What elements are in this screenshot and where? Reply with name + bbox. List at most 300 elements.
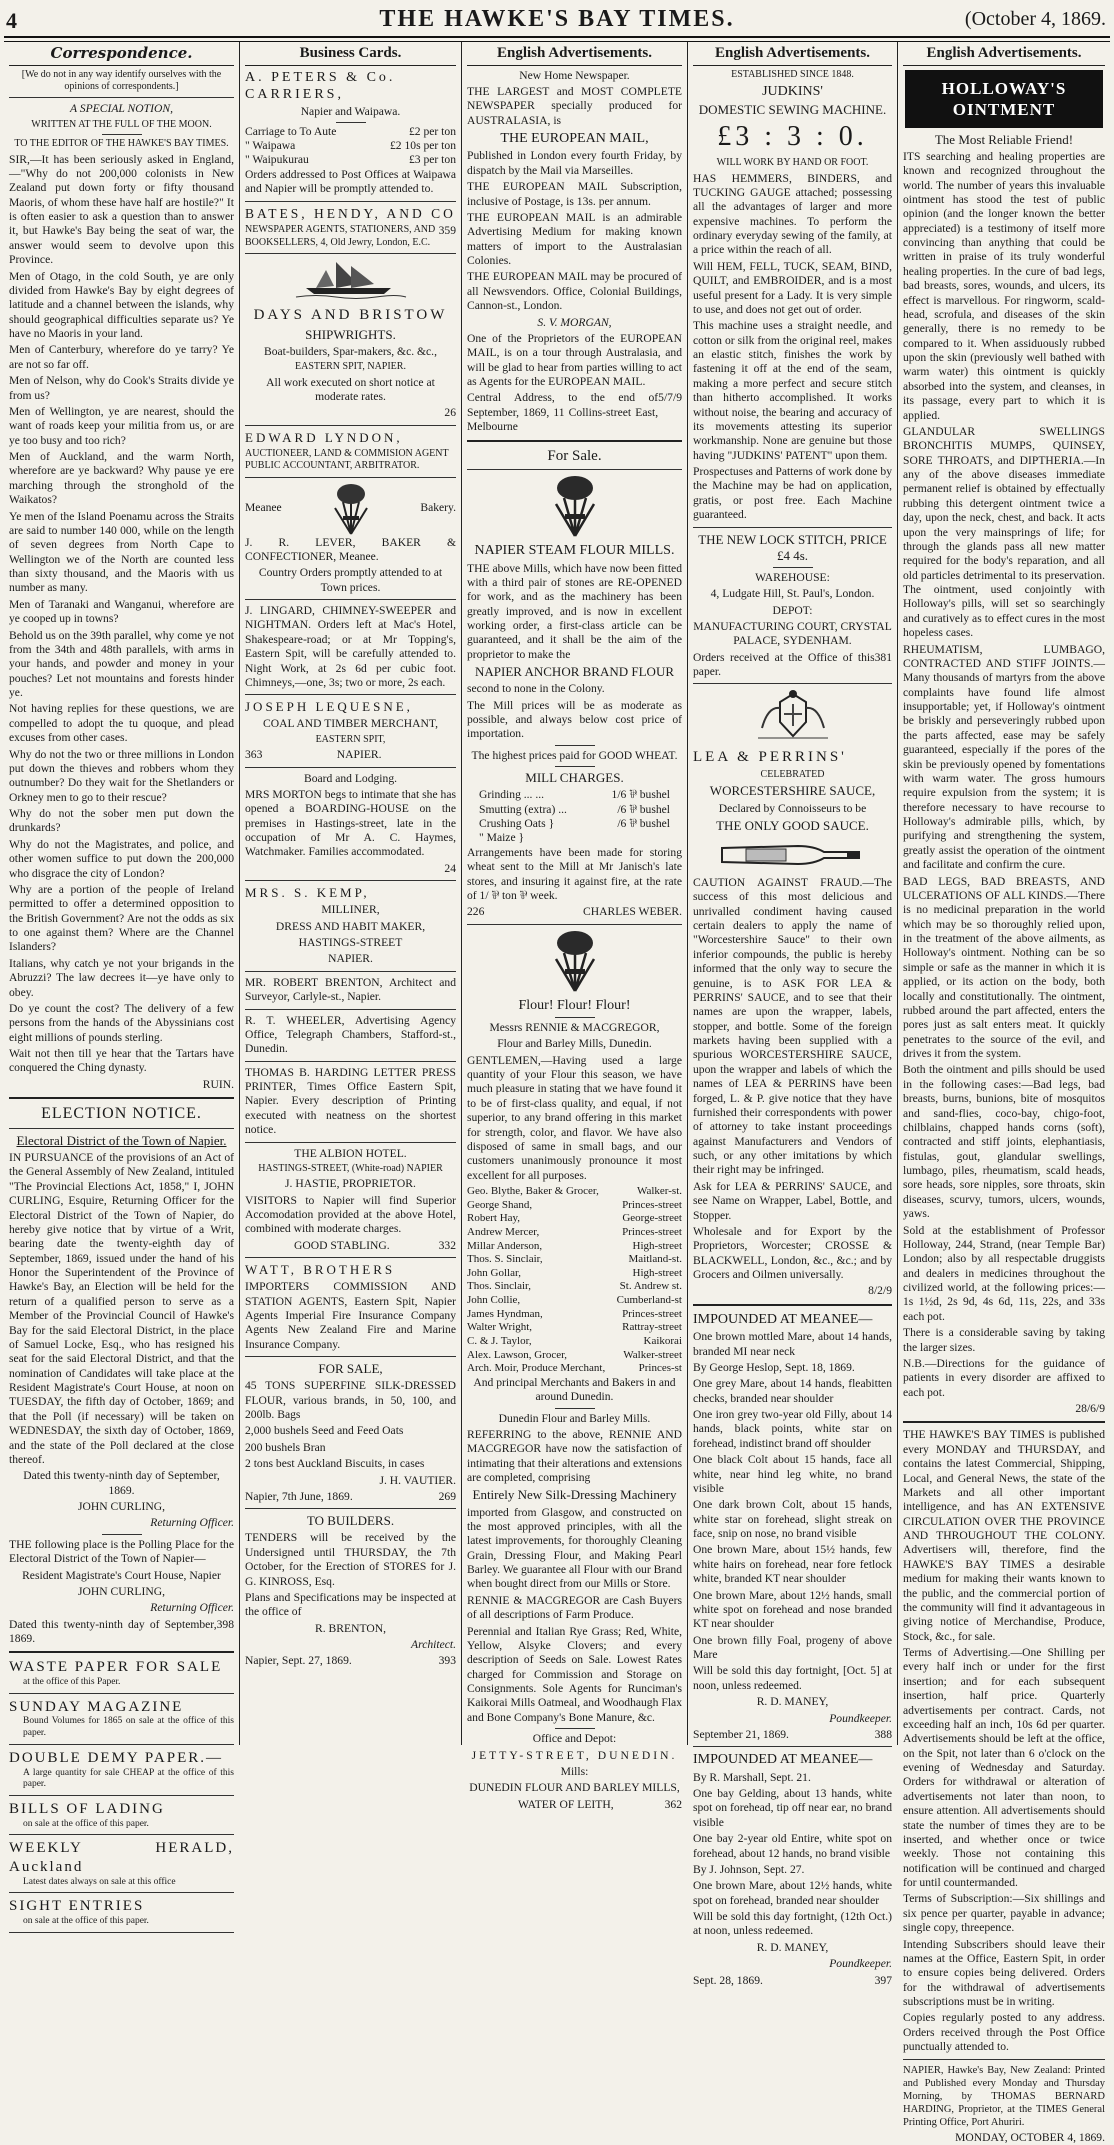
small-ad-sub: Latest dates always on sale at this office <box>23 1876 176 1887</box>
kemp-line: NAPIER. <box>328 952 373 966</box>
signer-row <box>467 1349 682 1363</box>
column-correspondence <box>4 42 240 1926</box>
mills-addr: WATER OF LEITH, <box>517 1797 614 1811</box>
signer-name: John Collie, <box>467 1294 521 1307</box>
election-title: ELECTION NOTICE. <box>41 1105 202 1123</box>
ad-number: 381 <box>874 650 892 664</box>
charge-price: 1/6 ⅌ bushel <box>611 788 670 802</box>
letter-paragraph: Ye men of the Island Poenamu across the Straits are said to number 140 000, while on the length of seven degrees from North Cape to Wellington we of the North are counted less than sixty thousand, and the Maoris with us number as many. <box>9 509 234 595</box>
small-ad-sub: on sale at the office of this paper. <box>23 1818 149 1829</box>
signer-name: George Shand, <box>467 1198 533 1211</box>
small-ad <box>9 1839 234 1888</box>
wheat-note: The highest prices paid for GOOD WHEAT. <box>471 748 678 762</box>
mills-name: DUNEDIN FLOUR AND BARLEY MILLS, <box>469 1781 680 1795</box>
holloway-paragraph: RHEUMATISM, LUMBAGO, CONTRACTED AND STIFF JOINTS.—Many thousands of martyrs from the above complaints have found life almost insupportable; yet, if Holloway's ointment be briskly and perseveringly rubbed upon the parts affected, ease may be safely guaranteed, especially if the pores of the skin be previously opened by fomentations with warm water. The gross humours require expulsion from the system; it is therefore necessary to have recourse to Holloway's admirable pills, which, by purifying and strengthening the system, greatly assist the operation of the ointment and facilitate and confirm the cure. <box>903 642 1105 872</box>
election-officer-2: JOHN CURLING, <box>78 1584 165 1598</box>
letter-paragraph: Do ye count the cost? The delivery of a few persons from the hands of the Abyssinians cost eight millions of pounds sterling. <box>9 1001 234 1044</box>
small-ad-sub: at the office of this Paper. <box>23 1677 121 1688</box>
letter-paragraph: Men of Nelson, why do Cook's Straits divide ye from us? <box>9 374 234 402</box>
holloway-body <box>903 150 1105 1324</box>
small-ad-title: WEEKLY HERALD, Auckland <box>9 1840 234 1876</box>
small-ad-sub: on sale at the office of this paper. <box>23 1915 149 1926</box>
board-title: Board and Lodging. <box>303 771 398 785</box>
days-body: Boat-builders, Spar-makers, &c. &c., <box>264 344 437 358</box>
wheatsheaf-icon <box>321 482 381 536</box>
signer-street: High-street <box>632 1266 682 1279</box>
judkins-name: JUDKINS' <box>762 83 823 99</box>
letter-paragraph: Men of Taranaki and Wanganui, wherefore are ye cooped up in towns? <box>9 597 234 626</box>
declared: Declared by Connoisseurs to be <box>718 801 867 815</box>
election-officer-title-2: Returning Officer. <box>150 1601 234 1615</box>
signer-street: Walker-st. <box>636 1185 682 1198</box>
rate-price: £2 10s per ton <box>389 139 456 153</box>
charge-row <box>467 788 682 802</box>
column-heading: English Advertisements. <box>693 42 892 66</box>
impound-item: One brown mottled Mare, about 14 hands, branded MI near neck <box>693 1330 892 1358</box>
column-heading: English Advertisements. <box>903 42 1105 66</box>
arrangements: Arrangements have been made for storing wheat sent to the Mill at Mr Janisch's late stores, and insuring it against fire, at the rate of 1/ ⅌ ton ⅌ week. <box>467 845 682 902</box>
ad-number: 28/6/9 <box>1075 1402 1105 1416</box>
impound-title: IMPOUNDED AT MEANEE— <box>693 1311 873 1327</box>
column-english-ads-3 <box>898 42 1110 2144</box>
saving: There is a considerable saving by taking the larger sizes. <box>903 1326 1105 1354</box>
machine-name: DOMESTIC SEWING MACHINE. <box>698 102 887 118</box>
letter-paragraph: Why do not the two or three millions in London put down the thieves and robbers whom they outnumber? Do they wait for the Shetlanders or Orkney men to go to their rescue? <box>9 747 234 804</box>
signer-row <box>467 1212 682 1226</box>
election-dated: Dated this twenty-ninth day of September, 1869. <box>23 1469 220 1497</box>
small-ad-title: SUNDAY MAGAZINE <box>9 1698 184 1715</box>
lequesne-sub: COAL AND TIMBER MERCHANT, <box>263 717 438 731</box>
masthead <box>0 0 1114 40</box>
lockstitch: THE NEW LOCK STITCH, PRICE £4 4s. <box>698 531 887 563</box>
small-ad-title: SIGHT ENTRIES <box>9 1898 145 1915</box>
signer-street: St. Andrew st. <box>619 1280 682 1293</box>
bates-title: BATES, HENDY, AND CO <box>245 205 456 221</box>
signer-street: Walker-street <box>623 1348 682 1361</box>
letter-paragraph: Why do not the sober men put down the drunkards? <box>9 807 234 835</box>
charge-item: Smutting (extra) ... <box>479 802 567 816</box>
friend: The Most Reliable Friend! <box>934 131 1074 147</box>
small-ad <box>9 1658 234 1688</box>
rate-price: £2 per ton <box>408 124 456 138</box>
builders-body-2: Plans and Specifications may be inspected at the office of <box>245 1590 456 1619</box>
albion-body: VISITORS to Napier will find Superior Accomodation provided at the above Hotel, combined with moderate charges. <box>245 1193 456 1236</box>
builders-title: TO BUILDERS. <box>306 1513 395 1529</box>
anchor-brand: NAPIER ANCHOR BRAND FLOUR <box>475 664 674 680</box>
small-ads <box>9 1658 234 1932</box>
impound-item: One brown Mare, about 15½ hands, few white hairs on forehead, near fore fetlock white, branded KT near shoulder <box>693 1543 892 1586</box>
signer-name: Alex. Lawson, Grocer, <box>467 1348 568 1361</box>
mail-body <box>467 149 682 313</box>
signer-name: Walter Wright, <box>467 1321 533 1334</box>
peters-title: A. PETERS & Co. CARRIERS, <box>245 69 396 102</box>
letter-paragraph: Behold us on the 39th parallel, why come ye not from the 34th and 48th parallels, with arms in your hands, and powder and money in your pouches? Let not mountains and forests hinder ye. <box>9 628 234 700</box>
signer-row <box>467 1280 682 1294</box>
signer-row <box>467 1294 682 1308</box>
signer-street: Rattray-street <box>622 1321 682 1334</box>
ad-number: 362 <box>664 1797 682 1811</box>
forsale-item: 2,000 bushels Seed and Feed Oats <box>245 1424 404 1438</box>
builders-date: Napier, Sept. 27, 1869. <box>245 1654 352 1668</box>
election-body: IN PURSUANCE of the provisions of an Act of the General Assembly of New Zealand, intituled "The Provincial Elections Act, 1858," I, JOHN CURLING, Esquire, Returning Officer for the Electoral District of the Town of Napier, do hereby give notice that by virtue of a Writ, bearing date the twenty-eighth day of September, 1869, issued under the hand of his Honor the Superintendent of the Province of Hawke's Bay, an Election will be held for the return of a qualified person to serve as a Member of the Provincial Council of Hawke's Bay for the said Electoral District, in the place of Samuel Locke, Esq., who has resigned his seat for the said Electoral District, and that the nomination of Candidates will take place at the Resident Magistrate's Court House, at noon on TUESDAY, the fifth day of October, 1869; and that the Poll (if necessary) will be taken on WEDNESDAY, the sixth day of October, 1869, and the state of the Poll declared at the close thereof. <box>9 1151 234 1466</box>
mills-label: Mills: <box>560 1764 589 1778</box>
mill-charges <box>467 788 682 846</box>
kemp-line: HASTINGS-STREET <box>298 936 403 950</box>
letter-paragraph: Why do not the Magistrates, and police, and other women suffice to put down the 200,000 who disgrace the city of London? <box>9 837 234 880</box>
mail-paragraph: THE EUROPEAN MAIL may be procured of all Newsvendors. Office, Colonial Buildings, Cannon-st., London. <box>467 270 682 313</box>
impound-item: One bay 2-year old Entire, white spot on forehead, about 12 hands, no brand visible <box>693 1832 892 1860</box>
royal-crest-icon <box>748 688 838 744</box>
newspaper-title: THE HAWKE'S BAY TIMES. <box>379 6 735 32</box>
impound-sale: Will be sold this day fortnight, (12th Oct.) at noon, unless redeemed. <box>693 1910 892 1938</box>
ask: Ask for LEA & PERRINS' SAUCE, and see Name on Wrapper, Label, Bottle, and Stopper. <box>693 1179 892 1222</box>
impound-item: One iron grey two-year old Filly, about 14 hands, black points, white star on forehead, indistinct brand off shoulder <box>693 1408 892 1450</box>
flour-heading: Flour! Flour! Flour! <box>518 997 631 1013</box>
albion-note: GOOD STABLING. <box>293 1238 390 1252</box>
subscription: Terms of Subscription:—Six shillings and six pence per quarter, payable in advance; single copy, threepence. <box>903 1892 1105 1935</box>
signer-row <box>467 1185 682 1199</box>
letter-paragraph: Men of Canterbury, wherefore do ye tarry? Ye are not so far off. <box>9 343 234 371</box>
letter-paragraph: Italians, why catch ye not your brigands in the Abruzzi? The law decrees it—ye have only to obey. <box>9 956 234 999</box>
sauce-bottle-icon <box>718 838 868 872</box>
forsale-item: 2 tons best Auckland Biscuits, in cases <box>245 1457 425 1471</box>
depot-addr: MANUFACTURING COURT, CRYSTAL PALACE, SYDENHAM. <box>693 619 892 648</box>
lever-note: Country Orders promptly attended to at Town prices. <box>258 566 443 594</box>
watt-title: WATT, BROTHERS <box>245 1262 396 1278</box>
orders-note: Orders received at the Office of this paper. <box>693 650 875 679</box>
ad-number: 5/7/9 <box>658 391 682 405</box>
weber-sig: CHARLES WEBER. <box>583 905 682 919</box>
ad-number: 388 <box>874 1727 892 1741</box>
signer-name: Millar Anderson, <box>467 1239 543 1252</box>
depot-addr: JETTY-STREET, DUNEDIN. <box>471 1748 678 1762</box>
rennie-line-1: Messrs RENNIE & MACGREGOR, <box>489 1020 660 1034</box>
article-title: A SPECIAL NOTION, <box>70 102 173 116</box>
small-ad-title: BILLS OF LADING <box>9 1801 165 1818</box>
signer-street: Princes-st <box>638 1362 682 1375</box>
forsale-items <box>245 1424 456 1471</box>
impound-item: One brown filly Foal, progeny of above Mare <box>693 1633 892 1662</box>
forsale-item: 200 bushels Bran <box>245 1440 326 1454</box>
charges-title: MILL CHARGES. <box>525 770 624 786</box>
letter-paragraph: Not having replies for these questions, we are compelled to adopt the tu quoque, and plead excuses from other cases. <box>9 702 234 745</box>
cash-body: RENNIE & MACGREGOR are Cash Buyers of all descriptions of Farm Produce. <box>467 1593 682 1622</box>
impound-item: One brown Mare, about 12½ hands, white spot on forehead, branded near shoulder <box>693 1879 892 1907</box>
ad-number: 26 <box>444 406 456 420</box>
board-body: MRS MORTON begs to intimate that she has opened a BOARDING-HOUSE on the premises in Hastings-street, late in the occupation of Mr A. C. Haymes, Watchmaker. Families accommodated. <box>245 787 456 859</box>
ad-number: 397 <box>874 1973 892 1987</box>
rennie-line-2: Flour and Barley Mills, Dunedin. <box>497 1037 652 1051</box>
column-english-ads-1 <box>462 42 688 1811</box>
disclaimer: [We do not in any way identify ourselves with the opinions of correspondents.] <box>21 68 222 92</box>
election-district: Electoral District of the Town of Napier. <box>16 1132 227 1148</box>
albion-prop: J. HASTIE, PROPRIETOR. <box>285 1177 416 1191</box>
morgan-addr: Central Address, to the end of September, 1869, 11 Collins-street East, Melbourne <box>467 391 659 434</box>
judkins-body-3: This machine uses a straight needle, and cotton or silk from the original reel, makes an elastic stitch, finishes the work by fastening it off at the end of the seam, making a more perfect and secure stitch than hitherto accomplished. It works without noise, the bearing and accuracy of its movements attesting its superior workmanship. None are genuine but those having "JUDKINS' PATENT" upon them. <box>693 319 892 462</box>
impound-role: Poundkeeper. <box>829 1711 892 1725</box>
letter-paragraph: Men of Otago, in the cold South, ye are only divided from Hawke's Bay by eight degrees of latitude and a channel between the islands, why should geographical difficulties separate us? Ye have no Maoris in your land. <box>9 269 234 341</box>
lever-body: J. R. LEVER, BAKER & CONFECTIONER, Meanee. <box>245 535 456 563</box>
signer-row <box>467 1240 682 1254</box>
charge-price: /6 ⅌ bushel <box>617 802 670 816</box>
forsale-body: 45 TONS SUPERFINE SILK-DRESSED FLOUR, various brands, in 50, 100, and 200lb. Bags <box>245 1379 456 1422</box>
impound-list <box>693 1408 892 1662</box>
mail-paragraph: THE EUROPEAN MAIL Subscription, inclusive of Postage, is 13s. per annum. <box>467 180 682 208</box>
ad-number: 393 <box>438 1654 456 1668</box>
kemp-line: DRESS AND HABIT MAKER, <box>275 919 426 933</box>
signer-row <box>467 1335 682 1349</box>
ad-number: 359 <box>438 224 456 238</box>
signer-row <box>467 1253 682 1267</box>
rate-route: " Waipawa <box>245 139 296 153</box>
days-note: All work executed on short notice at moderate rates. <box>266 375 435 403</box>
holloway-paragraph: BAD LEGS, BAD BREASTS, AND ULCERATIONS OF ALL KINDS.—There is no medicinal preparation in the world which may be so thoroughly relied upon, in the treatment of the above ailments, as Holloway's ointment. Nothing can be so simple or safe as the manner in which it is applied, or its action on the body, both locally and constitutionally. The ointment, rubbed around the part affected, enters the pores just as salt enters meat. It quickly penetrates to the source of the evil, and drives it from the system. <box>903 874 1105 1061</box>
signer-name: Thos. Sinclair, <box>467 1280 532 1293</box>
worcester: WORCESTERSHIRE SAUCE, <box>709 783 876 799</box>
polling-place: Resident Magistrate's Court House, Napier <box>22 1568 221 1582</box>
peters-rates <box>245 125 456 168</box>
forsale-heading: For Sale. <box>547 447 602 464</box>
signer-row <box>467 1267 682 1281</box>
impound-item: One brown Mare, about 12½ hands, small white spot on forehead and nose branded KT near shoulder <box>693 1588 892 1631</box>
holloway-banner: HOLLOWAY'S OINTMENT <box>905 70 1103 128</box>
lyndon-body: AUCTIONEER, LAND & COMMISION AGENT PUBLIC ACCOUNTANT, ARBITRATOR. <box>245 447 449 472</box>
columns <box>4 42 1110 2144</box>
mills-title: NAPIER STEAM FLOUR MILLS. <box>474 543 675 559</box>
watt-body: IMPORTERS COMMISSION AND STATION AGENTS, Eastern Spit, Napier Agents Imperial Fire Insurance Company Agents New Zealand Fire and Marine Insurance Company. <box>245 1280 456 1351</box>
article-subtitle: WRITTEN AT THE FULL OF THE MOON. <box>31 118 212 130</box>
albion-title: THE ALBION HOTEL. <box>294 1146 407 1160</box>
small-ad-title: WASTE PAPER FOR SALE <box>9 1659 223 1676</box>
lingard-body: J. LINGARD, CHIMNEY-SWEEPER and NIGHTMAN. Orders left at Mac's Hotel, Shakespeare-road; or at Mr Topping's, Eastern Spit, will be carefully attended to. Night Work, at 2s 6d per cubic foot. Chimneys,—one, 3s; two or more, 2s each. <box>245 604 456 689</box>
signer-row <box>467 1199 682 1213</box>
morgan-name: S. V. MORGAN, <box>537 315 612 329</box>
impound-list <box>693 1330 892 1406</box>
ad-number: 8/2/9 <box>868 1284 892 1298</box>
charge-row <box>467 831 682 845</box>
price-note: WILL WORK BY HAND OR FOOT. <box>716 157 869 169</box>
mills-body: THE above Mills, which have now been fitted with a third pair of stones are RE-OPENED for work, and as the machinery has been greatly improved, and is now in excellent working order, a first-class article can be guaranteed, and it shall be the aim of the proprietor to make the <box>467 561 682 661</box>
only-good: THE ONLY GOOD SAUCE. <box>716 817 869 833</box>
letter-signature: RUIN. <box>202 1077 234 1091</box>
impound-date: Sept. 28, 1869. <box>693 1973 763 1987</box>
column-heading: Correspondence. <box>9 42 234 66</box>
celebrated: CELEBRATED <box>760 769 825 780</box>
signer-street: Princes-street <box>622 1225 682 1238</box>
letter-paragraph: Men of Wellington, ye are nearest, should the want of roads keep your militia from us, or are ye too busy and too rich? <box>9 404 234 447</box>
charge-price: /6 ⅌ bushel <box>617 817 670 830</box>
ad-number: 24 <box>444 861 456 875</box>
small-ad-sub: A large quantity for sale CHEAP at the office of this paper. <box>23 1767 234 1790</box>
lequesne-town: NAPIER. <box>336 748 382 762</box>
impound-sig: R. D. MANEY, <box>756 1695 829 1709</box>
builders-sig: R. BRENTON, <box>315 1621 386 1635</box>
wheeler-body: R. T. WHEELER, Advertising Agency Office, Telegraph Chambers, Stafford-st., Dunedin. <box>245 1013 456 1056</box>
kemp-line: MILLINER, <box>321 903 380 917</box>
newspaper-body: THE LARGEST and MOST COMPLETE NEWSPAPER specially produced for AUSTRALASIA, is <box>467 84 682 127</box>
impound-item: One dark brown Colt, about 15 hands, white star on forehead, slight streak on face, snip on nose, no brand visible <box>693 1498 892 1541</box>
morgan-body: One of the Proprietors of the EUROPEAN MAIL, is on a tour through Australasia, and will be glad to hear from parties willing to act as Agents for the EUROPEAN MAIL. <box>467 331 682 389</box>
imprint-date: MONDAY, OCTOBER 4, 1869. <box>955 2130 1105 2144</box>
peters-note: Orders addressed to Post Offices at Waipawa and Napier will be promptly attended to. <box>245 167 456 196</box>
albion-addr: HASTINGS-STREET, (White-road) NAPIER <box>258 1162 443 1174</box>
signer-name: Arch. Moir, Produce Merchant, <box>467 1362 606 1375</box>
impound-date: September 21, 1869. <box>693 1727 789 1741</box>
small-ad <box>9 1897 234 1927</box>
signer-row <box>467 1226 682 1240</box>
impound-role: Poundkeeper. <box>829 1957 892 1971</box>
bates-body: NEWSPAPER AGENTS, STATIONERS, AND BOOKSELLERS, 4, Old Jewry, London, E.C. <box>245 224 436 248</box>
lea-title: LEA & PERRINS' <box>693 749 847 766</box>
charge-row <box>467 817 682 831</box>
column-heading: English Advertisements. <box>467 42 682 66</box>
mail-paragraph: THE EUROPEAN MAIL is an admirable Advertising Medium for making known matters of import to the Australasian Colonies. <box>467 210 682 268</box>
ad-number: 226 <box>467 905 485 919</box>
builders-role: Architect. <box>411 1638 456 1652</box>
established: ESTABLISHED SINCE 1848. <box>731 68 854 80</box>
ad-number: 269 <box>438 1489 456 1503</box>
signer-name: Geo. Blythe, Baker & Grocer, <box>467 1185 599 1198</box>
letter-paragraph: Men of Auckland, and the warm North, wherefore are ye backward? Why pause ye ere marching through the stronghold of the Waikatos? <box>9 450 234 507</box>
intending: Intending Subscribers should leave their names at the Office, Eastern Spit, in order to ensure copies being delivered. Orders for the withdrawal of advertisements subscriptions must be in writing. <box>903 1937 1105 2009</box>
judkins-body-4: Prospectuses and Patterns of work done by the Machine may be had on application, gratis, or post free. Each Machine guaranteed. <box>693 465 892 522</box>
signer-street: Cumberland-st <box>616 1294 682 1307</box>
impound-item: One grey Mare, about 14 hands, fleabitten checks, branded near shoulder <box>693 1377 892 1405</box>
dunedin-head: Dunedin Flour and Barley Mills. <box>498 1411 651 1425</box>
signer-row <box>467 1321 682 1335</box>
warehouse-addr: 4, Ludgate Hill, St. Paul's, London. <box>710 587 875 601</box>
impound-item: By R. Marshall, Sept. 21. <box>693 1770 811 1784</box>
letter-paragraph: Wait not then till ye hear that the Tartars have conquered the Ching dynasty. <box>9 1047 234 1075</box>
signer-name: Andrew Mercer, <box>467 1225 540 1238</box>
holloway-paragraph: ITS searching and healing properties are known and recognized throughout the world. The number of years this invaluable ointment has stood the test of public opinion (and the longer known the better appreciated) is a testimony of itself more convincing than anything that could be written in praise of its truly wonderful healing properties. In the cure of bad legs, bad breasts, sores, wounds, and ulcers, its effect is marvellous. For ringworm, scald-head, scrofula, and diseases of the skin generally, there is no remedy to be compared to it. When assiduously rubbed upon the skin (previously well bathed with warm water) this ointment is quickly absorbed into the system, and cleanses, in its passage, every part to which it is applied. <box>903 149 1105 422</box>
days-title: DAYS AND BRISTOW <box>253 307 448 324</box>
days-sub: SHIPWRIGHTS. <box>305 326 396 342</box>
page-number: 4 <box>6 8 17 33</box>
judkins-body: HAS HEMMERS, BINDERS, and TUCKING GAUGE attached; possessing all the advantages of larger and more expensive machines. To perform the ordinary everyday sewing of the family, at a price within the reach of all. <box>693 171 892 257</box>
signer-name: Thos. S. Sinclair, <box>467 1253 543 1266</box>
impound-title: IMPOUNDED AT MEANEE— <box>693 1752 873 1768</box>
signer-name: Robert Hay, <box>467 1212 521 1225</box>
days-addr: EASTERN SPIT, NAPIER. <box>295 361 406 373</box>
bakery-left: Meanee <box>245 501 282 515</box>
signer-street: Princes-street <box>622 1307 682 1320</box>
ad-number: 363 <box>245 748 263 762</box>
wheatsheaf-icon <box>540 474 610 538</box>
signers-table <box>467 1185 682 1376</box>
signer-row <box>467 1362 682 1376</box>
election-officer: JOHN CURLING, <box>78 1500 165 1514</box>
charge-row <box>467 803 682 817</box>
copies: Copies regularly posted to any address. Orders received through the Post Office punctually attended to. <box>903 2011 1105 2054</box>
letter-paragraph: SIR,—It has been seriously asked in England,—"Why do not 200,000 colonists in New Zealand put down forty or fifty thousand Maoris, of whom these have half are hostile?" It is often easier to ask a question than to answer it, but Hawke's Bay being the seat of war, the answer would seem to devolve upon this Province. <box>9 152 234 267</box>
charge-item: Grinding ... ... <box>479 788 545 802</box>
harding-body: THOMAS B. HARDING LETTER PRESS PRINTER, Times Office Eastern Spit, Napier. Every description of Printing executed with neatness on the shortest notice. <box>245 1065 456 1137</box>
impound-list <box>693 1771 892 1908</box>
peters-sub: Napier and Waipawa. <box>300 105 401 119</box>
holloway-paragraph: Sold at the establishment of Professor Holloway, 244, Strand, (near Temple Bar) London; also by all respectable druggists and dealers in medicines throughout the civilized world, at the following prices:—1s 1½d, 2s 9d, 4s 6d, 11s, 22s, and 33s each pot. <box>903 1223 1105 1323</box>
signer-name: C. & J. Taylor, <box>467 1334 532 1347</box>
ad-number: 332 <box>438 1238 456 1252</box>
impound-sig: R. D. MANEY, <box>756 1940 829 1954</box>
rate-row <box>245 153 456 167</box>
judkins-body-2: Will HEM, FELL, TUCK, SEAM, BIND, QUILT, and EMBROIDER, and is a most useful present for a Lady. It is very simple to use, and does not get out of order. <box>693 259 892 316</box>
column-heading: Business Cards. <box>245 42 456 66</box>
signers-tail: And principal Merchants and Bakers in and around Dunedin. <box>473 1375 676 1404</box>
rate-route: Carriage to To Aute <box>245 124 337 138</box>
small-ad <box>9 1800 234 1830</box>
warehouse: WAREHOUSE: <box>755 570 830 584</box>
signer-name: John Gollar, <box>467 1266 521 1279</box>
terms: Terms of Advertising.—One Shilling per every half inch or under for the first insertion; and for each subsequent insertion, half price. Quarterly advertisements per contract. Cards, not exceeding half an inch, 10s 6d per quarter. Advertisements should be left at the office, on the Spit, not later than 6 o'clock on the evening of Wednesday and Saturday. Orders for withdrawal or alteration of advertisements not later than noon, to ensure attention. All advertisements should state the number of times they are to be inserted, and whether once or twice weekly. Those not containing this notification will be continued and charged for until countermanded. <box>903 1646 1105 1890</box>
rate-row <box>245 139 456 153</box>
grass-body: Perennial and Italian Rye Grass; Red, White, Yellow, Alsyke Clovers; and every description of Seeds on Sale. Lowest Rates charged for Commission and Storage on Consignments. Sole Agents for Runciman's Kaikorai Mills Oatmeal, and Woodhaugh Flax and Bone Company's Bone Manure, &c. <box>467 1624 682 1724</box>
impound-sale: Will be sold this day fortnight, [Oct. 5] at noon, unless redeemed. <box>693 1664 892 1692</box>
signer-street: High-street <box>632 1239 682 1252</box>
impound-item: By George Heslop, Sept. 18, 1869. <box>693 1360 855 1374</box>
mail-paragraph: Published in London every fourth Friday, by dispatch by the Mail via Marseilles. <box>467 149 682 177</box>
signer-row <box>467 1308 682 1322</box>
wheatsheaf-icon <box>540 929 610 993</box>
small-ad-sub: Bound Volumes for 1865 on sale at the office of this paper. <box>23 1716 234 1739</box>
forsale-sig: J. H. VAUTIER. <box>379 1473 456 1487</box>
anchor-sub: second to none in the Colony. <box>467 682 605 696</box>
times-body: THE HAWKE'S BAY TIMES is published every MONDAY and THURSDAY, and contains the latest Commercial, Shipping, Local, and General News, the state of the Markets and all other important intelligence, and has AN EXTENSIVE CIRCULATION OVER THE PROVINCE AND THROUGHOUT THE COLONY. Advertisers will, therefore, find the HAWKE'S BAY TIMES a desirable medium for making their wants known to the public, and the commercial portion of the community will find it advantageous in giving notice of Merchandise, Produce, Stock, &c., for sale. <box>903 1428 1105 1643</box>
builders-body: TENDERS will be received by the Undersigned until THURSDAY, the 7th October, for the Erection of STORES for J. G. KINROSS, Esq. <box>245 1531 456 1588</box>
brenton-body: MR. ROBERT BRENTON, Architect and Surveyor, Carlyle-st., Napier. <box>245 975 456 1004</box>
ad-number: 398 <box>216 1617 234 1631</box>
bakery-right: Bakery. <box>420 501 456 515</box>
small-ad <box>9 1698 234 1740</box>
caution: CAUTION AGAINST FRAUD.—The success of this most delicious and unrivalled condiment having caused certain dealers to apply the name of "Worcestershire Sauce" to their own inferior compounds, the public is hereby informed that the only way to secure the genuine, is to ASK FOR LEA & PERRINS' SAUCE, and to see that their names are upon the wrapper, labels, stopper, and bottle. Some of the foreign markets having been supplied with a spurious WORCESTERSHIRE SAUCE, upon the wrapper and labels of which the names of LEA & PERRINS have been forged, L. & P. give notice that they have furnished their correspondents with power of attorney to take instant proceedings against Manufacturers and Vendors of such, or any other imitations by which their right may be infringed. <box>693 875 892 1177</box>
kemp-title: MRS. S. KEMP, <box>245 885 370 901</box>
newspaper-head: New Home Newspaper. <box>519 68 630 82</box>
holloway-paragraph: GLANDULAR SWELLINGS BRONCHITIS MUMPS, QUINSEY, SORE THROATS, and DIPTHERIA.—In any of the above diseases immediate permanent relief is obtained by effectually rubbing this detergent ointment twice a day, upon the neck, chest, and back. It acts upon the very mainsprings of life; for through the glands pass all new matter required for the body's reparation, and all old particles detrimental to its preservation. The ointment, used conjointly with Holloway's pills, will set so searchingly and curatively as to effect cures in the most hopeless cases. <box>903 424 1105 640</box>
machine-price: £3 : 3 : 0. <box>717 121 868 153</box>
rate-price: £3 per ton <box>408 153 456 167</box>
small-ad <box>9 1749 234 1791</box>
impound-item: By J. Johnson, Sept. 27. <box>693 1862 805 1876</box>
impound-item: One bay Gelding, about 13 hands, white spot on forehead, tip off near ear, no brand visible <box>693 1787 892 1829</box>
column-business-cards <box>240 42 462 1745</box>
nb: N.B.—Directions for the guidance of patients in every disorder are affixed to each pot. <box>903 1356 1105 1399</box>
lequesne-title: JOSEPH LEQUESNE, <box>245 699 413 715</box>
forsale-title: FOR SALE, <box>318 1361 383 1377</box>
dunedin-body: REFERRING to the above, RENNIE AND MACGREGOR have now the satisfaction of intimating that their alterations and extensions are completed, comprising <box>467 1427 682 1485</box>
rate-row <box>245 125 456 139</box>
signer-name: James Hyndman, <box>467 1307 543 1320</box>
election-officer-title: Returning Officer. <box>150 1516 234 1530</box>
letter-body <box>9 153 234 1076</box>
rennie-body: GENTLEMEN,—Having used a large quantity of your Flour this season, we have much pleasure in stating that we have found it to be of first-class quality, and equal, if not superior, to any brand offering in this market for strength, color, and flavor. We have also disposed of same in small bags, and our customers unanimously pronounce it most excellent for all purposes. <box>467 1053 682 1182</box>
lequesne-addr: EASTERN SPIT, <box>315 733 386 745</box>
depot: DEPOT: <box>772 603 813 617</box>
silk-body: imported from Glasgow, and constructed on the most approved principles, with all the latest improvements, for thoroughly Cleaning Grain, Dressing Flour, and Making Pearl Barley. We guarantee all Flour with our Brand when bought direct from our Mills or Store. <box>467 1505 682 1591</box>
signer-street: Maitland-st. <box>628 1253 682 1266</box>
letter-paragraph: Why are a portion of the people of Ireland permitted to offer a determined opposition to the British Government? Are not the odds as six to one against them? Where are the Channel Islanders? <box>9 882 234 954</box>
rate-route: " Waipukurau <box>245 153 309 167</box>
depot-head: Office and Depot: <box>532 1732 617 1746</box>
wholesale: Wholesale and for Export by the Proprietors, Worcester; CROSSE & BLACKWELL, London, &c., &c.; and by Grocers and Oilmen universally. <box>693 1224 892 1282</box>
impound-item: One black Colt about 15 hands, face all white, near hind leg white, no brand visible <box>693 1453 892 1495</box>
mills-body-2: The Mill prices will be as moderate as possible, and always below cost price of importation. <box>467 698 682 741</box>
imprint: NAPIER, Hawke's Bay, New Zealand: Printed and Published every Monday and Thursday Morning, by THOMAS BERNARD HARDING, Proprietor, at the TIMES General Printing Office, Port Ahuriri. <box>903 2064 1105 2128</box>
lyndon-title: EDWARD LYNDON, <box>245 429 403 445</box>
polling-notice: THE following place is the Polling Place for the Electoral District of the Town of Napier— <box>9 1537 234 1566</box>
issue-date: (October 4, 1869. <box>964 8 1106 30</box>
silk-head: Entirely New Silk-Dressing Machinery <box>472 1487 677 1503</box>
charge-item: Crushing Oats } <box>479 817 555 830</box>
